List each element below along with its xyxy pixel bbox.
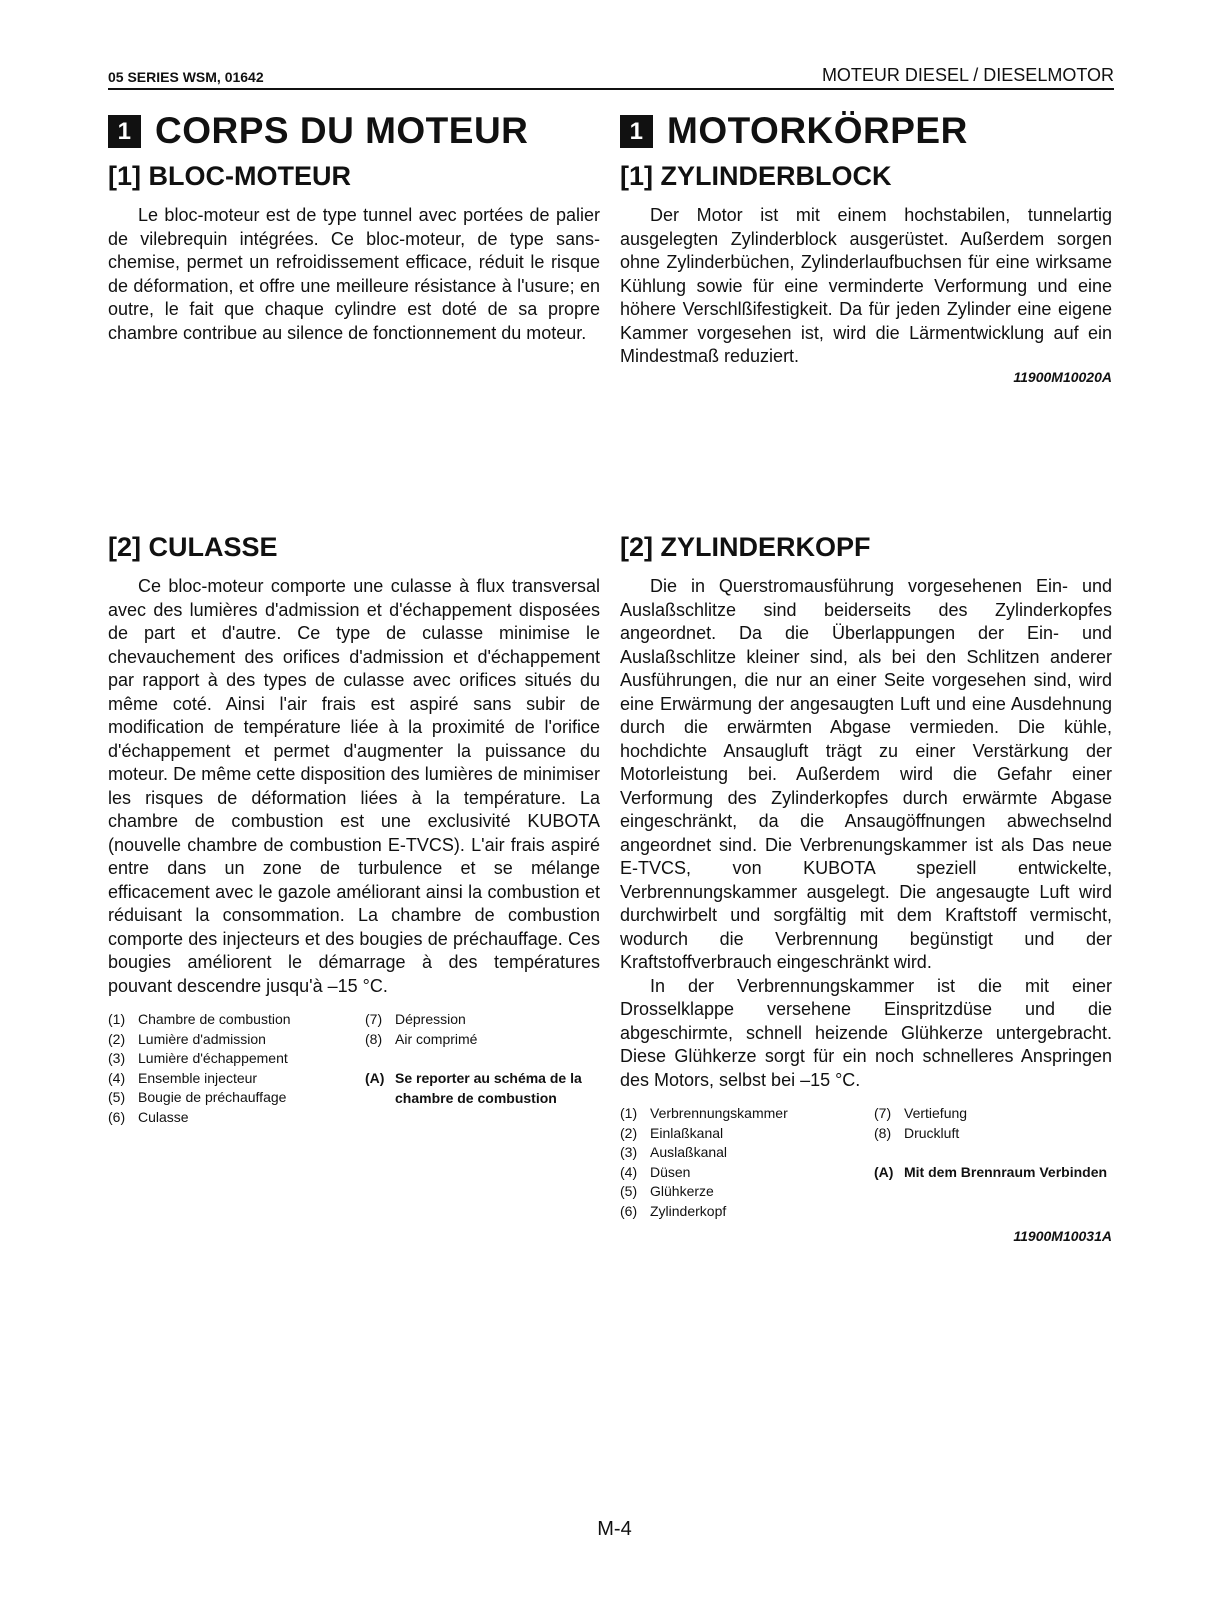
legend-item: (8) Air comprimé (365, 1030, 478, 1047)
legend-item: (2) Lumière d'admission (108, 1030, 266, 1047)
legend-fr (108, 1010, 600, 1130)
legend-de (620, 1104, 1112, 1224)
section-title-zylinderkopf: [2] ZYLINDERKOPF (620, 532, 871, 562)
legend-item: (6) Culasse (108, 1108, 189, 1125)
legend-item: (8) Druckluft (874, 1124, 960, 1141)
section-bloc-moteur (108, 160, 600, 345)
legend-item: (1) Chambre de combustion (108, 1011, 291, 1027)
legend-item: (7) Dépression (365, 1011, 466, 1027)
page-number: M-4 (597, 1518, 632, 1540)
legend-item: (3) Lumière d'échappement (108, 1050, 288, 1066)
section-title-culasse: [2] CULASSE (108, 532, 278, 562)
section-zylinderkopf (620, 531, 1112, 1244)
legend-item: (4) Düsen (620, 1163, 691, 1180)
page-header (108, 64, 1114, 90)
chapter-number-de: 1 (620, 115, 653, 148)
chapter-heading-fr (108, 110, 528, 152)
legend-item: (5) Bougie de préchauffage (108, 1089, 287, 1105)
legend-de-list-2 (874, 1104, 1109, 1183)
chapter-number-fr: 1 (108, 115, 141, 148)
legend-item: (7) Vertiefung (874, 1105, 968, 1121)
chapter-title-fr: CORPS DU MOTEUR (155, 110, 529, 151)
chapter-title-de: MOTORKÖRPER (667, 110, 968, 151)
section-zylinderblock (620, 160, 1112, 385)
legend-fr-list-2 (365, 1010, 605, 1108)
legend-item: (1) Verbrennungskammer (620, 1105, 788, 1121)
legend-item: (2) Einlaßkanal (620, 1124, 724, 1141)
paragraph-zylinderblock: Der Motor ist mit einem hochstabilen, tunnelartig ausgelegten Zylinderblock ausgerüstet. Außerdem sorgen ohne Zylinderbüchen, Zylinderlaufbuchsen für eine wirksame Kühlung sowie für eine verminderte Verformung und eine höhere Verschlßifestigkeit. Da für jeden Zylinder eine eigene Kammer vorgesehen ist, wird die Lärmentwicklung auf ein Mindestmaß reduziert. (620, 205, 1112, 366)
legend-item: (5) Glühkerze (620, 1183, 714, 1199)
legend-note: (A) Se reporter au schéma de la chambre de combustion (365, 1070, 582, 1106)
legend-note: (A) Mit dem Brennraum Verbinden (874, 1164, 1108, 1180)
reference-code-2: 11900M10031A (1013, 1228, 1112, 1244)
paragraph-zylinderkopf: Die in Querstromausführung vorgesehenen Ein- und Auslaßschlitze sind beiderseits des Zylinderkopfes angeordnet. Da die Überlappungen der Ein- und Auslaßschlitze kleiner sind, als bei den Schlitzen anderer Ausführungen, die nur an einer Seite vorgesehen sind, wird eine Erwärmung der angesaugten Luft und eine Ausdehnung durch die erwärmten Abgase vermieden. Die kühle, hochdichte Ansaugluft trägt zu einer Verstärkung der Motorleistung bei. Außerdem wird die Gefahr einer Verformung des Zylinderkopfes durch erwärmte Abgase eingeschränkt, da die Ansaugöffnungen abwechselnd angeordnet sind. Die Verbrenungskammer ist als Das neue E-TVCS, von KUBOTA speziell entwickelte, Verbrennungskammer ausgelegt. Die angesaugte Luft wird durchwirbelt und sorgfältig mit dem Kraftstoff vermischt, wodurch die Verbrennung begünstigt und der Kraftstoffverbrauch eingeschränkt wird. (620, 576, 1112, 972)
section-title-bloc-moteur: [1] BLOC-MOTEUR (108, 161, 351, 191)
paragraph-bloc-moteur: Le bloc-moteur est de type tunnel avec portées de palier de vilebrequin intégrées. Ce bloc-moteur, de type sans-chemise, permet un refroidissement efficace, réduit le risque de déformation, et offre une meilleure résistance à l'usure; en outre, le fait que chaque cylindre est doté de sa propre chambre contribue au silence de fonctionnement du moteur. (108, 205, 600, 343)
legend-de-list (620, 1104, 875, 1221)
section-title-zylinderblock: [1] ZYLINDERBLOCK (620, 161, 892, 191)
reference-code-1: 11900M10020A (1013, 368, 1112, 385)
section-title: MOTEUR DIESEL / DIESELMOTOR (821, 65, 1114, 85)
chapter-heading-de (620, 110, 968, 152)
section-culasse (108, 531, 600, 1130)
legend-fr-list (108, 1010, 363, 1127)
legend-item: (6) Zylinderkopf (620, 1202, 727, 1219)
paragraph-culasse: Ce bloc-moteur comporte une culasse à flux transversal avec des lumières d'admission et d'échappement disposées de part et d'autre. Ce type de culasse minimise le chevauchement des orifices d'admission et d'échappement par rapport à des types de culasse avec orifices situés du même coté. Ainsi l'air frais est aspiré sans subir de modification de température liée à la proximité de l'orifice d'échappement et permet d'augmenter la puissance du moteur. De même cette disposition des lumières de minimiser les risques de déformation liées à la température. La chambre de combustion est une exclusivité KUBOTA (nouvelle chambre de combustion E-TVCS). L'air frais aspiré entre dans un zone de turbulence et se mélange efficacement avec le gazole améliorant ainsi la combustion et réduisant la consommation. La chambre de combustion comporte des injecteurs et des bougies de préchauffage. Ces bougies améliorent le démarrage à des températures pouvant descendre jusqu'à –15 °C. (108, 576, 600, 996)
manual-id: 05 SERIES WSM, 01642 (108, 69, 264, 85)
legend-item: (4) Ensemble injecteur (108, 1069, 258, 1086)
legend-item: (3) Auslaßkanal (620, 1144, 728, 1160)
paragraph-zylinderkopf-2: In der Verbrennungskammer ist die mit einer Drosselklappe versehene Einspritzdüse und die abgeschirmte, schnell heizende Glühkerze untergebracht. Diese Glühkerze sorgt für ein noch schnelleres Anspringen des Motors, selbst bei –15 °C. (620, 975, 1112, 1090)
